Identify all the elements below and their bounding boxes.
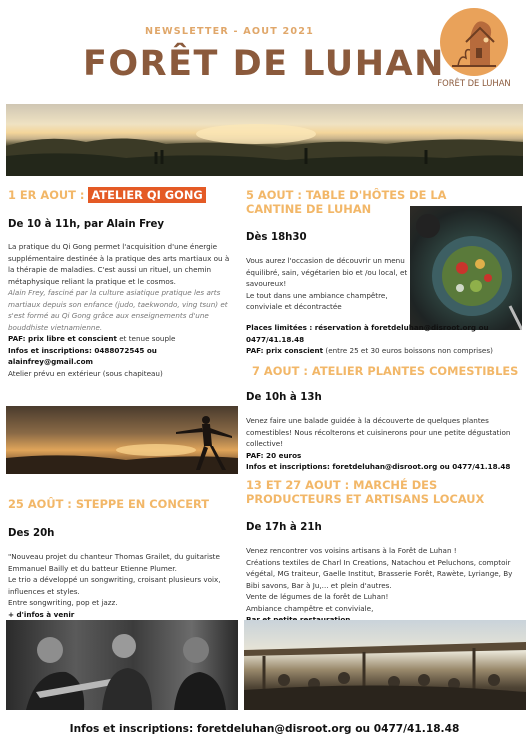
footer-contact: Infos et inscriptions: foretdeluhan@disroot.org ou 0477/41.18.48 [69,723,460,735]
page-title: FORÊT DE LUHAN [83,44,445,84]
steppe-paragraph-1: "Nouveau projet du chanteur Thomas Grailet, du guitariste Emmanuel Bailly et du batteur Etienne Plumer. [8,552,220,573]
steppe-heading: 25 AOÛT : STEPPE EN CONCERT [8,497,210,511]
plantes-paf: PAF: 20 euros [246,450,302,460]
qigong-paragraph: La pratique du Qi Gong permet l'acquisition d'une énergie supplémentaire destinée à la pratique des arts martiaux ou à la thérapie de maladies. C'est aussi un rituel, un chemin métaphysique reliant la pratique et le cosmos. [8,242,230,286]
plantes-heading: 7 AOUT : ATELIER PLANTES COMESTIBLES [252,364,519,378]
steppe-paragraph-2: Le trio a développé un songwriting, croisant plusieurs voix, influences et styles. [8,575,221,596]
plantes-description [246,415,518,473]
cantine-heading: 5 AOUT : TABLE D'HÔTES DE LA CANTINE DE LUHAN [246,188,447,216]
steppe-photo [6,620,238,710]
house-tree-icon [440,8,508,76]
qigong-date: 1 ER AOUT : [8,188,85,202]
cantine-paragraph-1: Vous aurez l'occasion de découvrir un menu équilibré, sain, végétarien bio et /ou local, et savoureux! [246,256,408,288]
marche-paragraph-4: Ambiance champêtre et conviviale, [246,603,374,613]
logo-text: FORÊT DE LUHAN [437,78,511,88]
steppe-description [8,551,238,620]
marche-time: De 17h à 21h [246,522,322,533]
qigong-photo [6,406,238,474]
logo [437,8,511,92]
marche-heading: 13 ET 27 AOUT : MARCHÉ DES PRODUCTEURS ET ARTISANS LOCAUX [246,478,485,506]
cantine-reservation-block [246,322,516,357]
steppe-more: + d'infos à venir [8,609,75,619]
marche-description [246,545,514,626]
marche-paragraph-2: Créations textiles de Charl In Creations, Natachou et Peluchons, comptoir végétal, MG traiteur, Gaelle Institut, Brasserie Forêt, Rawète, Lyriange, By Bibi savons, Bar à Ju,... et plein d'autres. [246,557,513,590]
qigong-infos: Infos et inscriptions: 0488072545 ou alainfrey@gmail.com [8,345,157,366]
logo-emblem [440,8,508,76]
plantes-time: De 10h à 13h [246,392,322,403]
cantine-description [246,255,408,313]
steppe-paragraph-3: Entre songwriting, pop et jazz. [8,598,118,607]
qigong-paf: PAF: prix libre et conscient et tenue souple [8,334,176,343]
qigong-time: De 10 à 11h, par Alain Frey [8,219,165,230]
banner-landscape-photo [6,104,523,176]
qigong-description [8,241,236,379]
cantine-food-photo [410,206,522,330]
newsletter-label: NEWSLETTER - AOUT 2021 [145,26,315,37]
qigong-bio: Alain Frey, fasciné par la culture asiatique pratique les arts martiaux depuis son enfance (judo, taekwondo, ving tsun) et s'est formé au Qi Gong grâce aux enseignements d'une bouddhiste vietnamienne. [8,288,228,332]
marche-paragraph-3: Vente de légumes de la forêt de Luhan! [246,592,389,601]
plantes-paragraph: Venez faire une balade guidée à la découverte de quelques plantes comestibles! Nous récolterons et cuisinerons pour une petite dégustation collective! [246,416,511,448]
qigong-name: ATELIER QI GONG [88,187,205,203]
market-photo [244,620,526,710]
cantine-reservation: Places limitées : réservation à foretdeluhan@disroot.org ou 0477/41.18.48 [246,323,489,344]
marche-paragraph-1: Venez rencontrer vos voisins artisans à la Forêt de Luhan ! [246,546,457,555]
plantes-infos: Infos et inscriptions: foretdeluhan@disroot.org ou 0477/41.18.48 [246,462,511,471]
cantine-paragraph-2: Le tout dans une ambiance champêtre, conviviale et décontractée [246,290,388,311]
steppe-time: Des 20h [8,528,55,539]
cantine-paf: PAF: prix conscient (entre 25 et 30 euros boissons non comprises) [246,346,493,355]
qigong-note: Atelier prévu en extérieur (sous chapiteau) [8,368,163,378]
qigong-heading [8,188,206,202]
cantine-time: Dès 18h30 [246,232,307,243]
